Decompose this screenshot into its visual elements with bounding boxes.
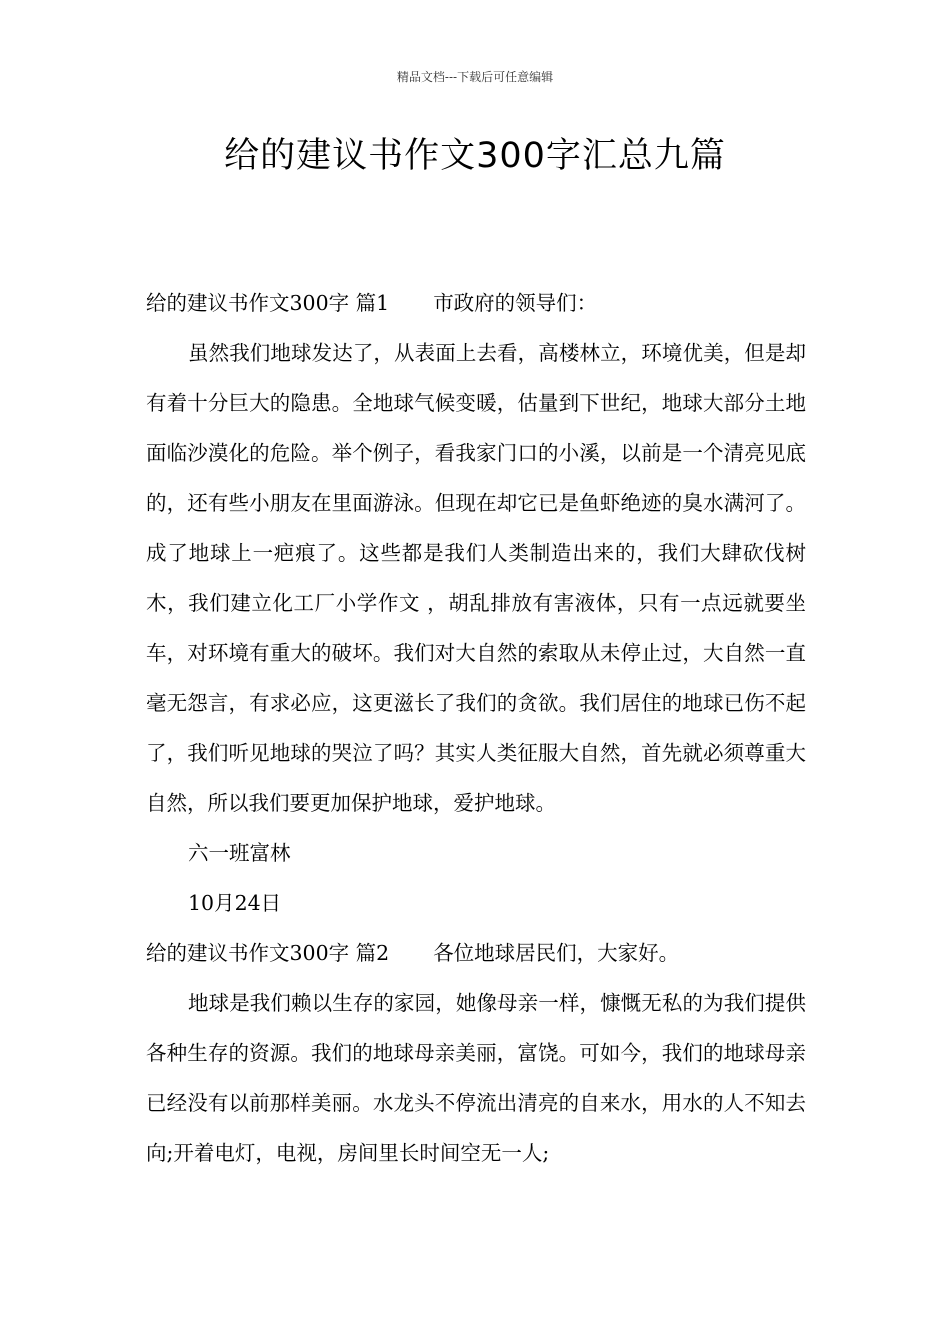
section-1-body: 虽然我们地球发达了，从表面上去看，高楼林立，环境优美，但是却有着十分巨大的隐患。全地球气候变暖，估量到下世纪，地球大部分土地面临沙漠化的危险。举个例子，看我家门口的小溪，以前是一个清亮见底的，还有些小朋友在里面游泳。但现在却它已是鱼虾绝迹的臭水满河了。成了地球上一疤痕了。这些都是我们人类制造出来的，我们大肆砍伐树木，我们建立化工厂小学作文 ，胡乱排放有害液体，只有一点远就要坐车，对环境有重大的破坏。我们对大自然的索取从未停止过，大自然一直毫无怨言，有求必应，这更滋长了我们的贪欲。我们居住的地球已伤不起了，我们听见地球的哭泣了吗？其实人类征服大自然，首先就必须尊重大自然，所以我们要更加保护地球，爱护地球。	[146, 341, 806, 815]
document-title: 给的建议书作文300字汇总九篇	[224, 136, 726, 176]
document-body	[146, 278, 806, 1178]
section-1-signature: 六一班富林	[188, 841, 291, 865]
section-1-heading: 给的建议书作文300字 篇1	[146, 291, 390, 315]
section-1-salutation: 市政府的领导们：	[433, 291, 598, 315]
section-2-heading-line	[146, 928, 806, 978]
section-1-heading-line	[146, 278, 806, 328]
section-2-heading: 给的建议书作文300字 篇2	[146, 941, 390, 965]
section-2-salutation: 各位地球居民们，大家好。	[433, 941, 680, 965]
section-1-date: 10月24日	[188, 891, 282, 915]
section-2-body: 地球是我们赖以生存的家园，她像母亲一样，慷慨无私的为我们提供各种生存的资源。我们的地球母亲美丽，富饶。可如今，我们的地球母亲已经没有以前那样美丽。水龙头不停流出清亮的自来水，用水的人不知去向;开着电灯，电视，房间里长时间空无一人;	[146, 991, 806, 1165]
page-header: 精品文档---下载后可任意编辑	[396, 70, 554, 84]
